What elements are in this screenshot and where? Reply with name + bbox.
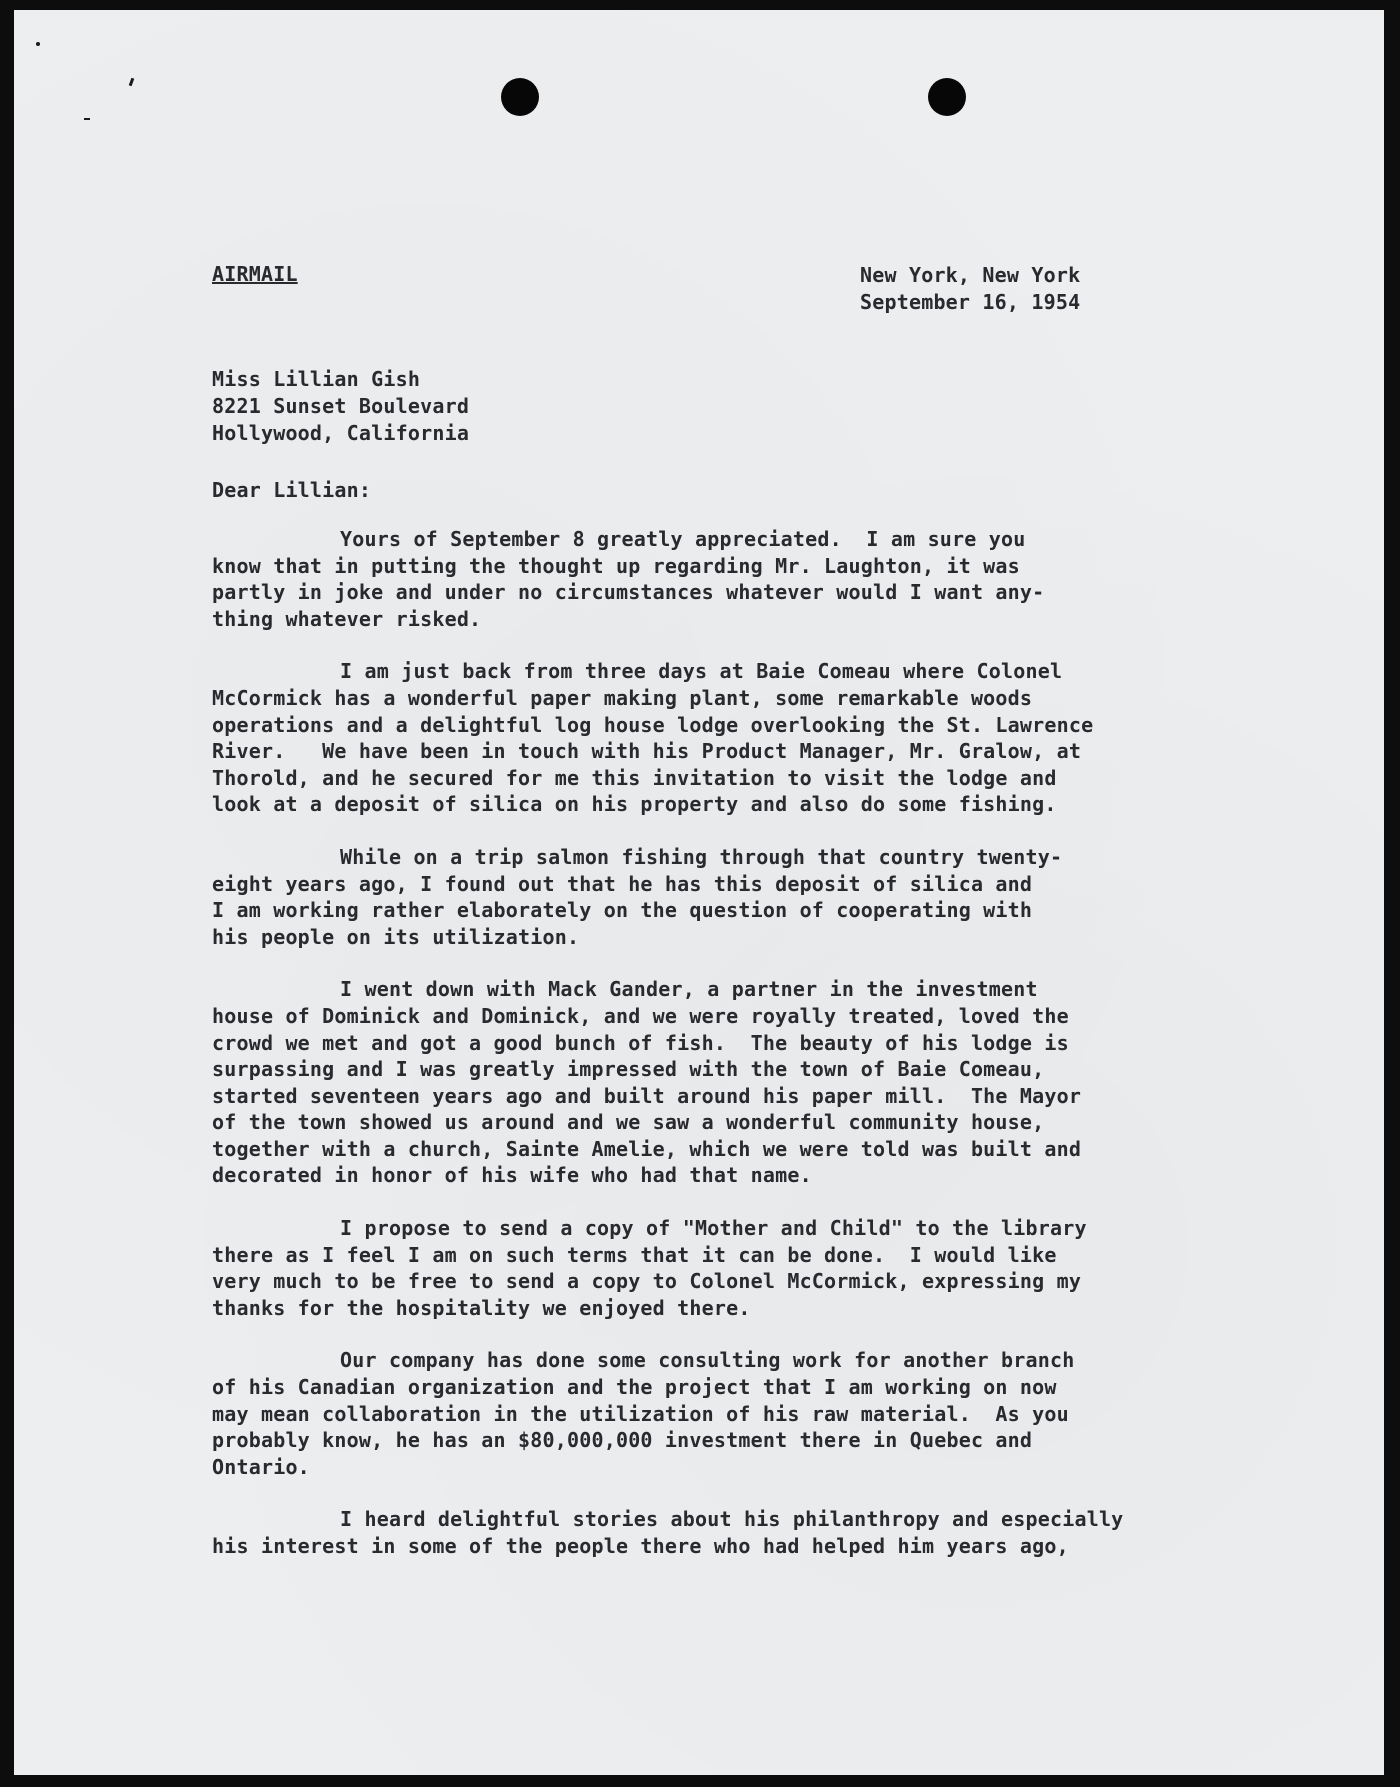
typed-letter [14,10,1384,1775]
text-line: operations and a delightful log house lodge overlooking the St. Lawrence [212,712,1094,737]
text-line: Thorold, and he secured for me this invitation to visit the lodge and [212,765,1057,790]
text-line: look at a deposit of silica on his property and also do some fishing. [212,792,1057,817]
recipient-address [212,366,469,447]
airmail-notation: AIRMAIL [212,262,298,286]
text-line: Our company has done some consulting work for another branch [340,1348,1075,1373]
text-line: Yours of September 8 greatly appreciated. I am sure you [340,527,1026,551]
text-line: partly in joke and under no circumstances whatever would I want any- [212,580,1045,605]
text-line: his people on its utilization. [212,924,580,949]
dateline-date: September 16, 1954 [860,290,1081,314]
text-line: started seventeen years ago and built around his paper mill. The Mayor [212,1083,1082,1108]
text-line: house of Dominick and Dominick, and we were royally treated, loved the [212,1003,1069,1028]
text-line: know that in putting the thought up regarding Mr. Laughton, it was [212,553,1020,578]
recipient-city: Hollywood, California [212,421,470,445]
text-line: crowd we met and got a good bunch of fish. The beauty of his lodge is [212,1030,1069,1055]
text-line: of his Canadian organization and the project that I am working on now [212,1375,1057,1400]
text-line: there as I feel I am on such terms that it can be done. I would like [212,1242,1057,1267]
text-line: I am just back from three days at Baie Comeau where Colonel [340,659,1063,684]
text-line: Ontario. [212,1454,310,1479]
paragraph [212,658,1212,818]
text-line: surpassing and I was greatly impressed with the town of Baie Comeau, [212,1057,1045,1082]
paragraph [212,844,1212,950]
dateline [860,262,1080,316]
text-line: probably know, he has an $80,000,000 investment there in Quebec and [212,1428,1033,1453]
text-line: of the town showed us around and we saw a wonderful community house, [212,1110,1045,1135]
salutation: Dear Lillian: [212,478,372,502]
paragraph [212,976,1212,1189]
text-line: very much to be free to send a copy to Colonel McCormick, expressing my [212,1269,1082,1294]
text-line: decorated in honor of his wife who had that name. [212,1163,812,1188]
text-line: together with a church, Sainte Amelie, which we were told was built and [212,1136,1082,1161]
text-line: his interest in some of the people there who had helped him years ago, [212,1534,1069,1558]
text-line: may mean collaboration in the utilization of his raw material. As you [212,1401,1069,1426]
recipient-name: Miss Lillian Gish [212,367,421,391]
recipient-street: 8221 Sunset Boulevard [212,394,470,418]
text-line: eight years ago, I found out that he has this deposit of silica and [212,871,1033,896]
text-line: I propose to send a copy of "Mother and Child" to the library [340,1216,1087,1241]
text-line: I went down with Mack Gander, a partner in the investment [340,977,1038,1002]
letter-sheet [14,10,1384,1775]
text-line: thing whatever risked. [212,606,482,631]
paragraph [212,1506,1212,1559]
text-line: I am working rather elaborately on the question of cooperating with [212,898,1033,923]
letter-body [212,526,1212,1586]
text-line: McCormick has a wonderful paper making plant, some remarkable woods [212,685,1033,710]
paragraph [212,1215,1212,1321]
text-line: While on a trip salmon fishing through that country twenty- [340,844,1063,869]
dateline-place: New York, New York [860,263,1081,287]
text-line: River. We have been in touch with his Product Manager, Mr. Gralow, at [212,739,1082,764]
paragraph [212,526,1212,632]
text-line: thanks for the hospitality we enjoyed there. [212,1295,751,1320]
paragraph [212,1347,1212,1480]
text-line: I heard delightful stories about his philanthropy and especially [340,1507,1124,1532]
